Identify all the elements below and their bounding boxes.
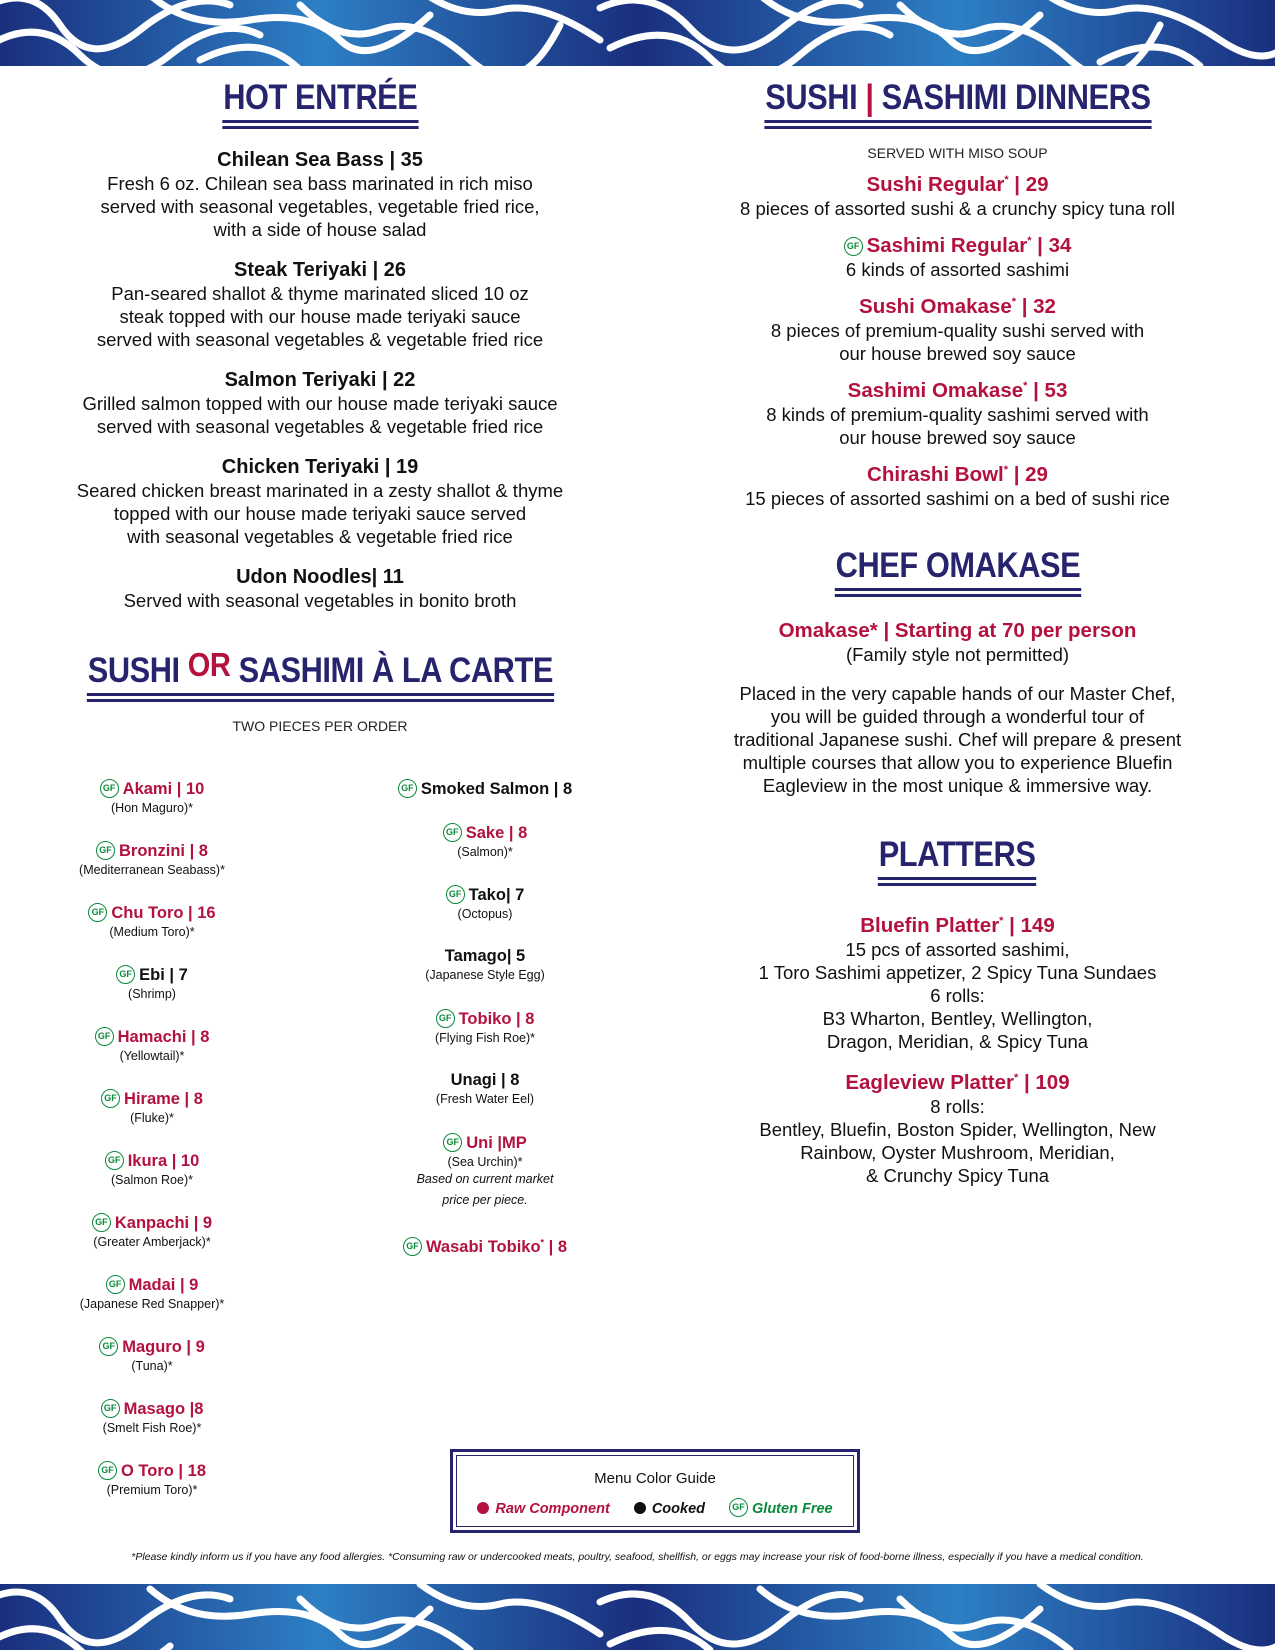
dinner-desc: 15 pieces of assorted sashimi on a bed of sushi rice (745, 488, 1170, 509)
list-item: Unagi | 8 (Fresh Water Eel) (435, 1071, 535, 1106)
top-wave-banner (0, 0, 1275, 66)
chef-omakase-heading: CHEF OMAKASE (834, 546, 1080, 591)
gluten-free-icon: GF (96, 841, 115, 860)
cooked-dot-icon (634, 1502, 646, 1514)
legend-cooked: Cooked (634, 1501, 705, 1517)
entree-desc: Seared chicken breast marinated in a zesty shallot & thyme topped with our house made teriyaki sauce served with seasonal vegetables & vegetable fried rice (76, 480, 564, 547)
gluten-free-icon: GF (729, 1498, 748, 1517)
hot-entree-list (40, 149, 600, 612)
dinner-item (680, 379, 1235, 449)
platter-name: Eagleview Platter* | 109 (845, 1071, 1070, 1094)
gluten-free-icon: GF (443, 823, 462, 842)
list-item: GF Akami | 10 (Hon Maguro)* (32, 779, 272, 841)
gluten-free-icon: GF (88, 903, 107, 922)
gluten-free-icon: GF (101, 1399, 120, 1418)
dinner-name: GF Sashimi Regular* | 34 (680, 234, 1235, 258)
dinner-desc: 8 pieces of premium-quality sushi served with our house brewed soy sauce (770, 320, 1145, 364)
entree-name: Salmon Teriyaki | 22 (224, 369, 416, 391)
list-item: GF Ikura | 10 (Salmon Roe)* (32, 1151, 272, 1213)
dinner-name: Chirashi Bowl* | 29 (867, 463, 1048, 486)
list-item: GF Maguro | 9 (Tuna)* (32, 1337, 272, 1399)
omakase-name: Omakase* | Starting at 70 per person (778, 619, 1137, 642)
legend-raw: Raw Component (477, 1501, 609, 1517)
gluten-free-icon: GF (99, 1337, 118, 1356)
legend-row (457, 1498, 853, 1517)
right-column (680, 66, 1235, 1187)
entree-name: Chicken Teriyaki | 19 (221, 456, 419, 478)
gluten-free-icon: GF (101, 1089, 120, 1108)
omakase-item (680, 619, 1235, 666)
gluten-free-icon: GF (105, 1151, 124, 1170)
list-item: GF Madai | 9 (Japanese Red Snapper)* (79, 1276, 225, 1311)
entree-name: Udon Noodles| 11 (236, 566, 404, 588)
dinner-desc: 6 kinds of assorted sashimi (845, 259, 1070, 280)
allergy-footnote: *Please kindly inform us if you have any food allergies. *Consuming raw or undercooked meats, poultry, seafood, shellfish, or eggs may increase your risk of food-borne illness, especially if you have a medical condition. (131, 1551, 1144, 1563)
list-item: GF Kanpachi | 9 (Greater Amberjack)* (93, 1214, 213, 1249)
legend-gluten-free: GF Gluten Free (729, 1501, 833, 1517)
entree-desc: Grilled salmon topped with our house made teriyaki sauce served with seasonal vegetables & vegetable fried rice (82, 393, 558, 437)
gluten-free-icon: GF (403, 1237, 422, 1256)
list-item: GF Ebi | 7 (Shrimp) (32, 965, 272, 1027)
left-column (40, 66, 600, 734)
raw-dot-icon (477, 1502, 489, 1514)
gluten-free-icon: GF (98, 1461, 117, 1480)
dinners-subtitle: SERVED WITH MISO SOUP (867, 145, 1048, 161)
a-la-carte-subtitle: TWO PIECES PER ORDER (232, 718, 408, 734)
a-la-carte-left-list (32, 779, 272, 1523)
omakase-note: (Family style not permitted) (845, 644, 1070, 665)
list-item: GF Bronzini | 8 (Mediterranean Seabass)* (79, 842, 225, 877)
gluten-free-icon: GF (446, 885, 465, 904)
platters-heading: PLATTERS (878, 835, 1037, 880)
dinner-item (680, 173, 1235, 220)
gluten-free-icon: GF (100, 779, 119, 798)
platter-desc: 15 pcs of assorted sashimi, 1 Toro Sashimi appetizer, 2 Spicy Tuna Sundaes 6 rolls: B3 Wharton, Bentley, Wellington, Dragon, Meridian, & Spicy Tuna (758, 939, 1157, 1052)
market-price-note: Based on current market price per piece. (416, 1172, 554, 1207)
entree-name: Steak Teriyaki | 26 (233, 259, 406, 281)
list-item: Tamago| 5 (Japanese Style Egg) (425, 947, 545, 982)
platter-item (680, 1071, 1235, 1187)
entree-desc: Pan-seared shallot & thyme marinated sliced 10 oz steak topped with our house made teriyaki sauce served with seasonal vegetables & vegetable fried rice (96, 283, 544, 350)
platter-name: Bluefin Platter* | 149 (860, 914, 1055, 937)
sushi-sashimi-dinners-heading: SUSHI | SASHIMI DINNERS (764, 78, 1151, 123)
gluten-free-icon: GF (106, 1275, 125, 1294)
platter-item (680, 914, 1235, 1053)
gluten-free-icon: GF (436, 1009, 455, 1028)
gluten-free-icon: GF (116, 965, 135, 984)
dinner-desc: 8 pieces of assorted sushi & a crunchy spicy tuna roll (740, 198, 1175, 219)
platter-desc: 8 rolls: Bentley, Bluefin, Boston Spider, Wellington, New Rainbow, Oyster Mushroom, Meridian, & Crunchy Spicy Tuna (759, 1096, 1156, 1186)
a-la-carte-heading: SUSHI OR SASHIMI À LA CARTE (87, 646, 554, 696)
list-item: GF Chu Toro | 16 (Medium Toro)* (32, 903, 272, 965)
dinner-item (680, 463, 1235, 510)
gluten-free-icon: GF (443, 1133, 462, 1152)
entree-item (40, 456, 600, 548)
dinners-list (680, 173, 1235, 510)
list-item: GF Tako| 7 (Octopus) (365, 885, 605, 947)
list-item: GF Smoked Salmon | 8 (365, 779, 605, 823)
dinner-name: Sashimi Omakase* | 53 (847, 379, 1068, 402)
list-item: GF Wasabi Tobiko* | 8 (365, 1237, 605, 1257)
legend-title: Menu Color Guide (594, 1470, 716, 1487)
list-item: GF Hirame | 8 (Fluke)* (32, 1089, 272, 1151)
list-item: GF Tobiko | 8 (Flying Fish Roe)* (434, 1010, 536, 1045)
entree-item (40, 259, 600, 351)
gluten-free-icon: GF (844, 237, 863, 256)
dinner-name: Sushi Omakase* | 32 (859, 295, 1056, 318)
entree-item (40, 369, 600, 438)
dinner-name: Sushi Regular* | 29 (866, 173, 1049, 196)
menu-color-guide (450, 1449, 860, 1533)
entree-item (40, 566, 600, 612)
gluten-free-icon: GF (95, 1027, 114, 1046)
list-item: GF Masago |8 (Smelt Fish Roe)* (32, 1399, 272, 1461)
list-item: GF Uni |MP (Sea Urchin)* Based on current market price per piece. (365, 1133, 605, 1237)
list-item: GF O Toro | 18 (Premium Toro)* (32, 1461, 272, 1523)
entree-desc: Served with seasonal vegetables in bonito broth (123, 590, 517, 611)
entree-name: Chilean Sea Bass | 35 (217, 149, 423, 171)
a-la-carte-right-list (365, 779, 605, 1257)
bottom-wave-banner (0, 1584, 1275, 1650)
list-item: GF Hamachi | 8 (Yellowtail)* (32, 1027, 272, 1089)
list-item: GF Sake | 8 (Salmon)* (365, 823, 605, 885)
entree-item (40, 149, 600, 241)
omakase-description: Placed in the very capable hands of our Master Chef, you will be guided through a wonderful tour of traditional Japanese sushi. Chef will prepare & present multiple courses that allow you to experience Bluefin Eagleview in the most unique & immersive way. (733, 683, 1182, 796)
dinner-desc: 8 kinds of premium-quality sashimi served with our house brewed soy sauce (766, 404, 1149, 448)
hot-entree-heading: HOT ENTRÉE (222, 78, 418, 123)
dinner-item (680, 295, 1235, 365)
entree-desc: Fresh 6 oz. Chilean sea bass marinated in rich miso served with seasonal vegetables, vegetable fried rice, with a side of house salad (100, 173, 540, 240)
dinner-item (680, 234, 1235, 281)
gluten-free-icon: GF (398, 779, 417, 798)
gluten-free-icon: GF (92, 1213, 111, 1232)
